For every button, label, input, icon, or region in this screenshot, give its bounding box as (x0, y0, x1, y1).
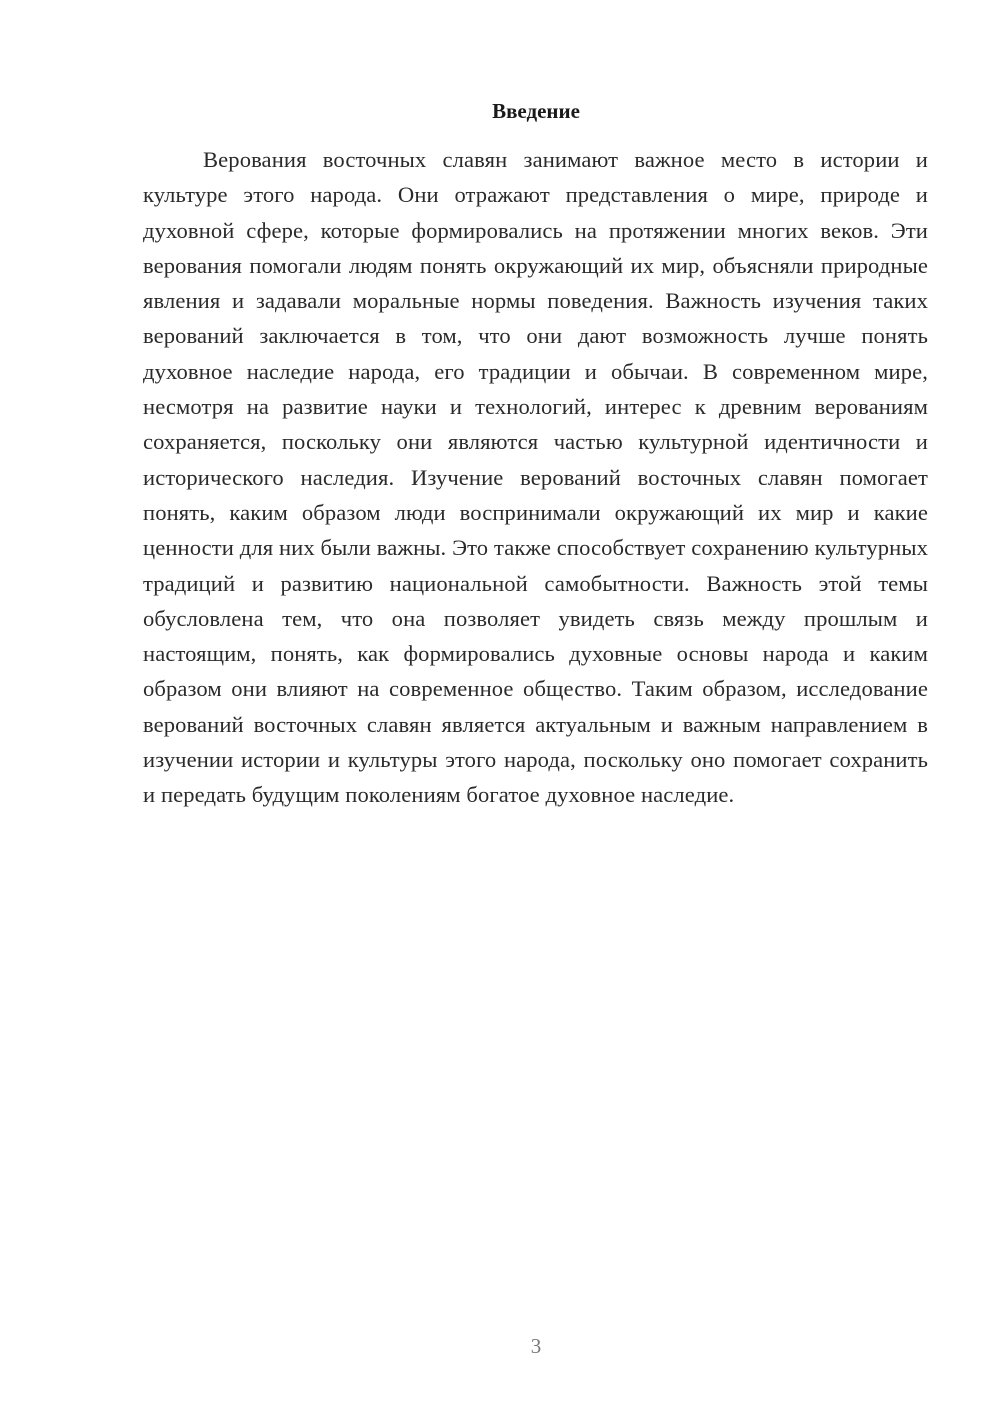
section-heading: Введение (492, 99, 580, 123)
page-number: 3 (530, 1334, 542, 1358)
body-paragraph: Верования восточных славян занимают важное место в истории и культуре этого народа. Они отражают представления о мире, природе и духовной сфере, которые формировались на протяжении многих веков. Эти верования помогали людям понять окружающий их мир, объясняли природные явления и задавали моральные нормы поведения. Важность изучения таких верований заключается в том, что они дают возможность лучше понять духовное наследие народа, его традиции и обычаи. В современном мире, несмотря на развитие науки и технологий, интерес к древним верованиям сохраняется, поскольку они являются частью культурной идентичности и исторического наследия. Изучение верований восточных славян помогает понять, каким образом люди воспринимали окружающий их мир и какие ценности для них были важны. Это также способствует сохранению культурных традиций и развитию национальной самобытности. Важность этой темы обусловлена тем, что она позволяет увидеть связь между прошлым и настоящим, понять, как формировались духовные основы народа и каким образом они влияют на современное общество. Таким образом, исследование верований восточных славян является актуальным и важным направлением в изучении истории и культуры этого народа, поскольку оно помогает сохранить и передать будущим поколениям богатое духовное наследие. (143, 147, 928, 808)
